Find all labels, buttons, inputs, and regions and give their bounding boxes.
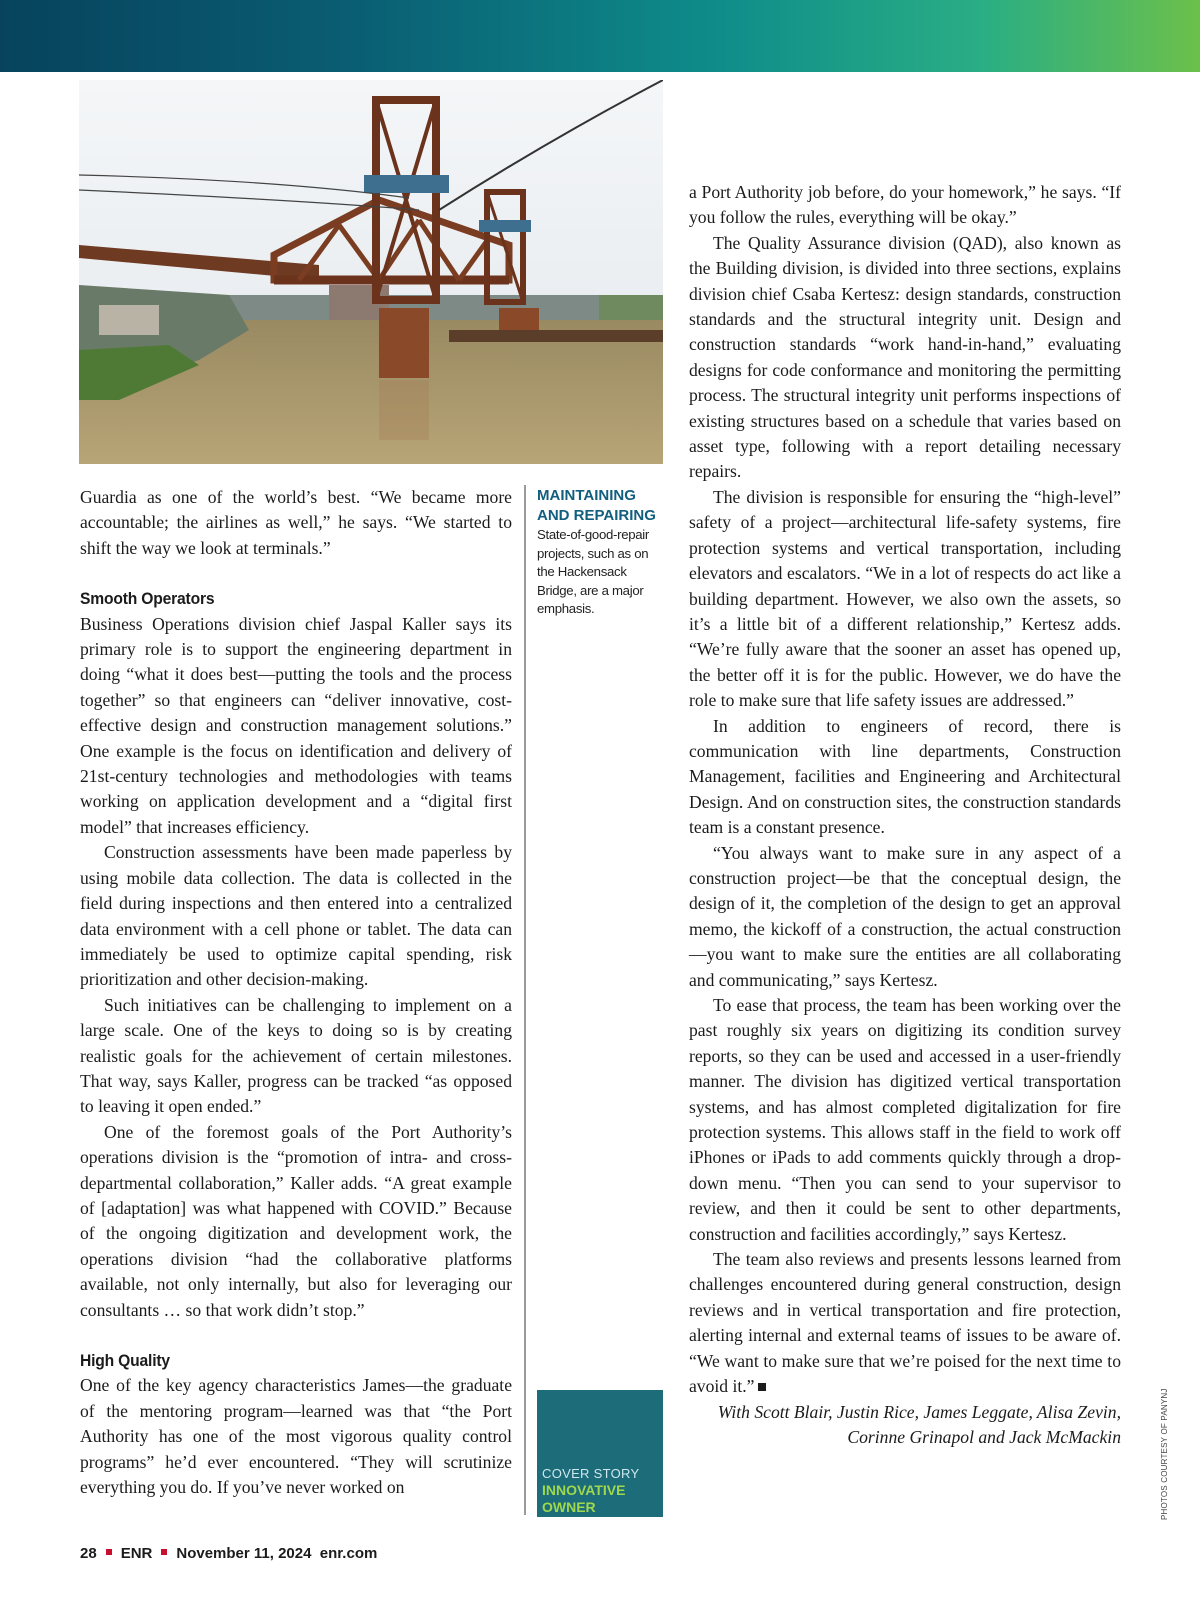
paragraph-final	[689, 1247, 1121, 1399]
caption-title: MAINTAINING AND REPAIRING	[537, 487, 656, 524]
paragraph: a Port Authority job before, do your homework,” he says. “If you follow the rules, everything will be okay.”	[689, 182, 1121, 228]
photo-caption	[537, 486, 662, 619]
cover-story-tag	[537, 1390, 663, 1517]
paragraph: Construction assessments have been made paperless by using mobile data collection. The data is collected in the field during inspections and then entered into a centralized data environment with a cell phone or tablet. The data can immediately be used to optimize capital spending, risk prioritization and other decision-making.	[80, 842, 512, 990]
paragraph: One of the key agency characteristics James—the graduate of the mentoring program—learned was that “the Port Authority has one of the most vigorous quality control programs” he’d ever encountered. “They will scrutinize everything you do. If you’ve never worked on	[80, 1375, 512, 1498]
paragraph: In addition to engineers of record, there is communication with line departments, Construction Management, facilities and Engineering and Architectural Design. And on construction sites, the construction standards team is a constant presence.	[689, 715, 1121, 838]
column-divider	[524, 485, 526, 1515]
separator-square-icon	[161, 1549, 167, 1555]
end-mark-icon	[758, 1383, 766, 1391]
issue-date: November 11, 2024	[176, 1545, 312, 1562]
body-column-right	[689, 180, 1121, 1450]
separator-square-icon	[106, 1549, 112, 1555]
bridge-photo	[79, 80, 663, 464]
paragraph: To ease that process, the team has been working over the past roughly six years on digitizing its condition survey reports, so they can be used and accessed in a user-friendly manner. The division has digitized vertical transportation systems, and has almost completed digitalization for fire protection systems. This allows staff in the field to work off iPhones or iPads to add comments quickly through a drop-down menu. “Then you can send to your supervisor to review, and then it could be sent to other departments, construction and facilities accordingly,” says Kertesz.	[689, 995, 1121, 1244]
section-heading-smooth-operators: Smooth Operators	[80, 589, 215, 609]
caption-body: State-of-good-repair projects, such as on the Hackensack Bridge, are a major emphasis.	[537, 527, 650, 616]
header-gradient-bar	[0, 0, 1200, 72]
paragraph: “You always want to make sure in any aspect of a construction project—be that the conceptual design, the design of it, the completion of the design to get an approval memo, the kickoff of a construction, the actual construction—you want to make sure the entities are all collaborating and communicating,” says Kertesz.	[689, 842, 1121, 990]
cover-story-label: COVER STORY	[542, 1466, 640, 1481]
paragraph-final-text: The team also reviews and presents lessons learned from challenges encountered during general construction, design reviews and in vertical transportation and fire protection, alerting internal and external teams of issues to be aware of. “We want to make sure that we’re poised for the next time to avoid it.”	[689, 1249, 1121, 1397]
paragraph: Guardia as one of the world’s best. “We became more accountable; the airlines as well,” he says. “We started to shift the way we look at terminals.”	[80, 487, 512, 558]
brand-name: ENR	[120, 1545, 153, 1562]
paragraph: Business Operations division chief Jaspal Kaller says its primary role is to support the engineering department in doing “what it does best—putting the tools and the process together” so that engineers can “deliver innovative, cost-effective design and construction management solutions.” One example is the focus on identification and delivery of 21st-century technologies and methodologies with teams working on application development and a “digital first model” that increases efficiency.	[80, 613, 512, 837]
paragraph: Such initiatives can be challenging to implement on a large scale. One of the keys to doing so is by creating realistic goals for the achievement of certain milestones. That way, says Kaller, progress can be tracked “as opposed to leaving it open ended.”	[80, 994, 512, 1117]
paragraph: The division is responsible for ensuring the “high-level” safety of a project—architectural life-safety systems, fire protection systems and vertical transportation, including elevators and escalators. “We in a lot of respects do act like a building department. However, we also own the assets, so it’s a little bit of a different relationship,” Kertesz adds. “We’re fully aware that the sooner an asset has opened up, the better off it is for the public. However, we do have the role to make sure that life safety issues are addressed.”	[689, 486, 1121, 711]
cover-story-title: INNOVATIVE OWNER	[542, 1482, 626, 1515]
site-link[interactable]: enr.com	[319, 1545, 378, 1562]
paragraph: One of the foremost goals of the Port Authority’s operations division is the “promotion of intra- and cross-departmental collaboration,” Kaller adds. “A great example of [adaptation] was what happened with COVID.” Because of the ongoing digitization and development work, the operations division “had the collaborative platforms available, not only internally, but also for leveraging our consultants … so that work didn’t stop.”	[80, 1121, 512, 1320]
photo-credit: PHOTOS COURTESY OF PANYNJ	[1160, 1388, 1169, 1520]
body-column-left	[80, 485, 512, 1500]
page-footer	[80, 1545, 377, 1562]
paragraph: The Quality Assurance division (QAD), also known as the Building division, is divided into three sections, explains division chief Csaba Kertesz: design standards, construction standards and the structural integrity unit. Design and construction standards “work hand-in-hand,” evaluating designs for code conformance and monitoring the permitting process. The structural integrity unit performs inspections of existing structures based on a schedule that varies based on asset type, following with a report detailing necessary repairs.	[689, 232, 1121, 482]
section-heading-high-quality: High Quality	[80, 1351, 170, 1370]
page-number: 28	[80, 1545, 97, 1562]
byline: With Scott Blair, Justin Rice, James Leggate, Alisa Zevin, Corinne Grinapol and Jack McMackin	[717, 1401, 1121, 1447]
